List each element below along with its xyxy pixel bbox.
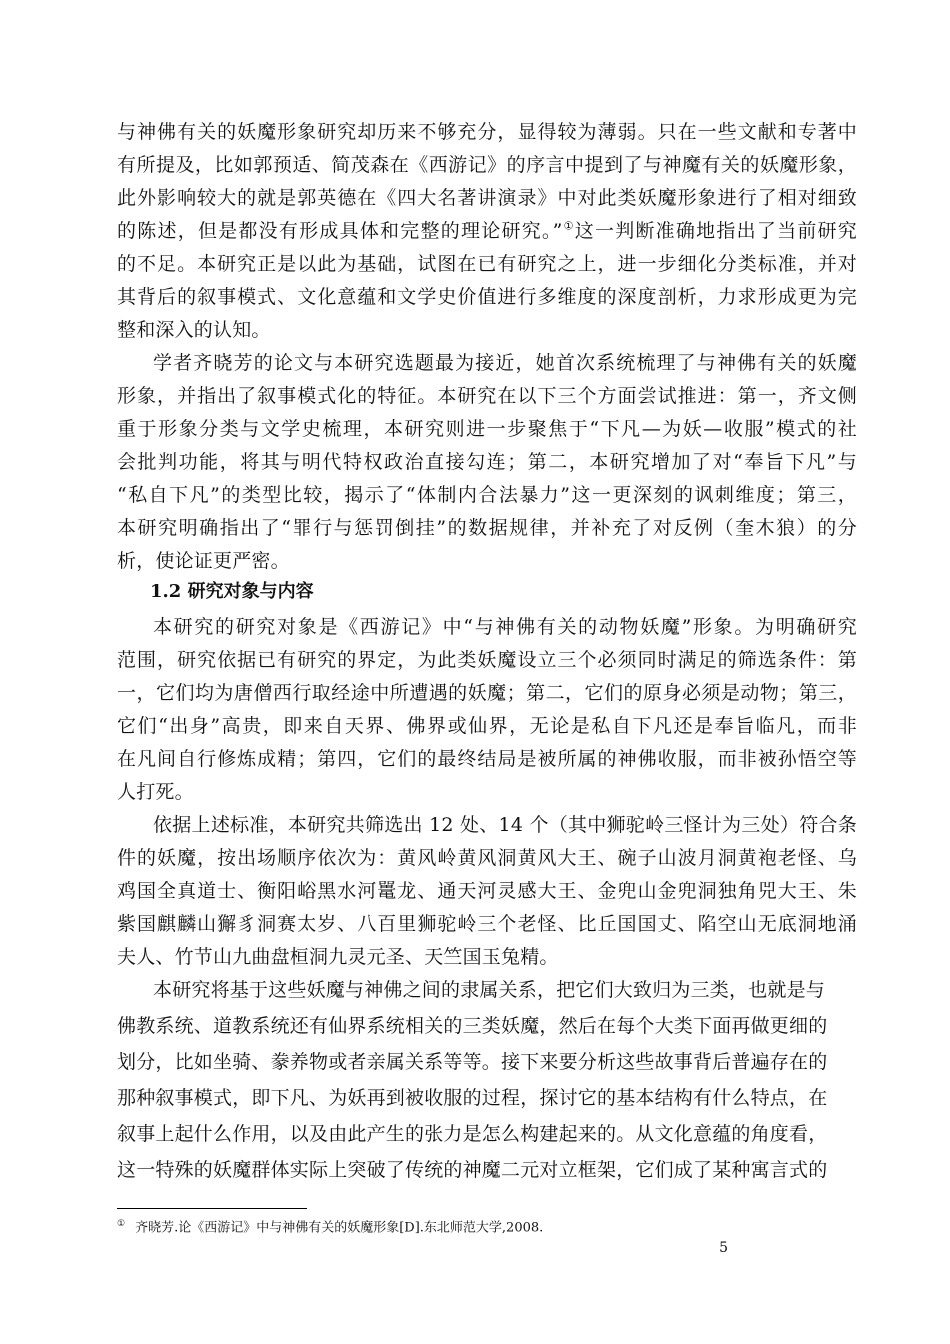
body-text-line: 在凡间自行修炼成精；第四，它们的最终结局是被所属的神佛收服，而非被孙悟空等 xyxy=(117,748,857,770)
body-text-line: 佛教系统、道教系统还有仙界系统相关的三类妖魔，然后在每个大类下面再做更细的 xyxy=(117,1015,828,1037)
footnote-separator xyxy=(117,1208,307,1209)
body-text-segment: 这一判断准确地指出了当前研究 xyxy=(574,220,857,242)
footnote-text: 齐晓芳.论《西游记》中与神佛有关的妖魔形象[D].东北师范大学,2008. xyxy=(135,1220,544,1236)
body-text-line: 析，使论证更严密。 xyxy=(117,550,290,572)
body-text-line: 形象，并指出了叙事模式化的特征。本研究在以下三个方面尝试推进：第一，齐文侧 xyxy=(117,385,857,407)
body-text-line: 划分，比如坐骑、豢养物或者亲属关系等等。接下来要分析这些故事背后普遍存在的 xyxy=(117,1051,828,1073)
body-text-line: 叙事上起什么作用，以及由此产生的张力是怎么构建起来的。从文化意蕴的角度看， xyxy=(117,1123,828,1145)
body-text-line: 学者齐晓芳的论文与本研究选题最为接近，她首次系统梳理了与神佛有关的妖魔 xyxy=(153,352,857,374)
body-text-line: 会批判功能，将其与明代特权政治直接勾连；第二，本研究增加了对“奉旨下凡”与 xyxy=(117,451,857,473)
body-text-line: 有所提及，比如郭预适、简茂森在《西游记》的序言中提到了与神魔有关的妖魔形象， xyxy=(117,154,857,176)
body-text-line: 本研究将基于这些妖魔与神佛之间的隶属关系，把它们大致归为三类，也就是与 xyxy=(153,979,826,1001)
body-text-line: 范围，研究依据已有研究的界定，为此类妖魔设立三个必须同时满足的筛选条件：第 xyxy=(117,649,857,671)
body-text-line: 的不足。本研究正是以此为基础，试图在已有研究之上，进一步细化分类标准，并对 xyxy=(117,253,857,275)
body-text-line: 重于形象分类与文学史梳理，本研究则进一步聚焦于“下凡—为妖—收服”模式的社 xyxy=(117,418,857,440)
body-text-line: 一，它们均为唐僧西行取经途中所遭遇的妖魔；第二，它们的原身必须是动物；第三， xyxy=(117,682,857,704)
body-text-line: 本研究明确指出了“罪行与惩罚倒挂”的数据规律，并补充了对反例（奎木狼）的分 xyxy=(117,517,857,539)
body-text-line: 件的妖魔，按出场顺序依次为：黄风岭黄风洞黄风大王、碗子山波月洞黄袍老怪、乌 xyxy=(117,847,857,869)
body-text-line: 与神佛有关的妖魔形象研究却历来不够充分，显得较为薄弱。只在一些文献和专著中 xyxy=(117,121,857,143)
body-text-line: 紫国麒麟山獬豸洞赛太岁、八百里狮驼岭三个老怪、比丘国国丈、陷空山无底洞地涌 xyxy=(117,913,857,935)
page-number: 5 xyxy=(719,1240,728,1256)
body-text-line: 依据上述标准，本研究共筛选出 12 处、14 个（其中狮驼岭三怪计为三处）符合条 xyxy=(153,814,857,836)
section-heading: 1.2 研究对象与内容 xyxy=(150,581,314,602)
body-text-line: 它们“出身”高贵，即来自天界、佛界或仙界，无论是私自下凡还是奉旨临凡，而非 xyxy=(117,715,857,737)
body-text-line: 夫人、竹节山九曲盘桓洞九灵元圣、天竺国玉兔精。 xyxy=(117,946,559,968)
body-text-line: 那种叙事模式，即下凡、为妖再到被收服的过程，探讨它的基本结构有什么特点，在 xyxy=(117,1087,828,1109)
footnote-mark: ① xyxy=(117,1219,126,1229)
body-text-line-with-footnote xyxy=(117,219,857,243)
body-text-line: 其背后的叙事模式、文化意蕴和文学史价值进行多维度的深度剖析，力求形成更为完 xyxy=(117,286,857,308)
footnote xyxy=(117,1215,543,1237)
body-text-line: 这一特殊的妖魔群体实际上突破了传统的神魔二元对立框架，它们成了某种寓言式的 xyxy=(117,1159,828,1181)
body-text-segment: 的陈述，但是都没有形成具体和完整的理论研究。” xyxy=(117,220,563,242)
body-text-line: 整和深入的认知。 xyxy=(117,319,271,341)
body-text-line: 本研究的研究对象是《西游记》中“与神佛有关的动物妖魔”形象。为明确研究 xyxy=(153,616,857,638)
body-text-line: 人打死。 xyxy=(117,781,194,803)
body-text-line: “私自下凡”的类型比较，揭示了“体制内合法暴力”这一更深刻的讽刺维度；第三， xyxy=(117,484,857,506)
body-text-line: 鸡国全真道士、衡阳峪黑水河鼍龙、通天河灵感大王、金兜山金兜洞独角兕大王、朱 xyxy=(117,880,857,902)
footnote-reference[interactable]: ① xyxy=(562,219,575,233)
body-text-line: 此外影响较大的就是郭英德在《四大名著讲演录》中对此类妖魔形象进行了相对细致 xyxy=(117,187,857,209)
